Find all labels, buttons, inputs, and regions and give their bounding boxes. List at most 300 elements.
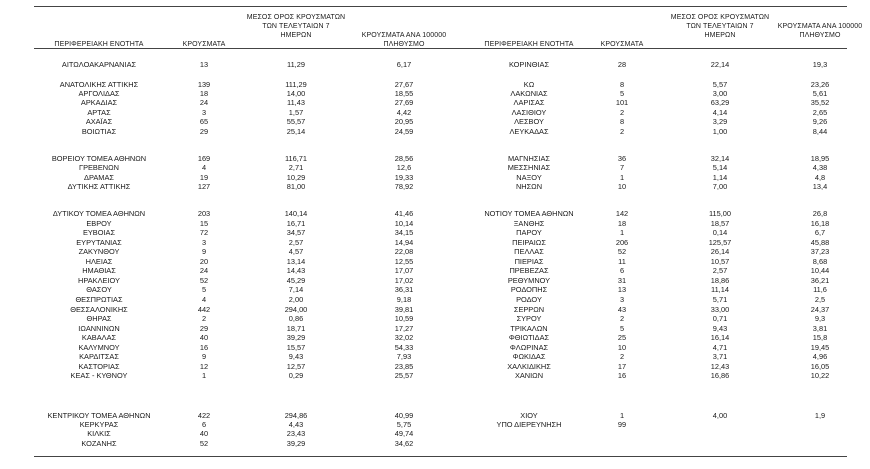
cell-per: 19,45 xyxy=(810,343,830,352)
cell-per: 27,67 xyxy=(394,80,414,89)
cell-per: 15,8 xyxy=(812,333,828,342)
cell-per: 6,7 xyxy=(814,228,826,237)
cell-name: ΡΟΔΟΠΗΣ xyxy=(510,285,548,294)
table-row xyxy=(34,155,464,163)
table-row xyxy=(464,363,847,371)
cell-per: 40,99 xyxy=(394,411,414,420)
header-region: ΠΕΡΙΦΕΡΕΙΑΚΗ ΕΝΟΤΗΤΑ xyxy=(484,41,574,48)
cell-cases: 18 xyxy=(617,219,627,228)
cell-name: ΧΑΛΚΙΔΙΚΗΣ xyxy=(507,362,551,371)
right-table xyxy=(464,0,863,469)
cell-avg: 10,57 xyxy=(710,257,730,266)
cell-cases: 442 xyxy=(197,305,211,314)
cell-per: 23,26 xyxy=(810,80,830,89)
cell-cases: 1 xyxy=(619,228,625,237)
cell-avg: 34,57 xyxy=(286,228,306,237)
cell-per: 14,94 xyxy=(394,238,414,247)
cell-cases: 127 xyxy=(197,182,211,191)
bottom-rule xyxy=(464,456,847,457)
table-row xyxy=(34,412,464,420)
cell-name: ΕΥΒΟΙΑΣ xyxy=(82,228,116,237)
cell-name: ΖΑΚΥΝΘΟΥ xyxy=(78,247,120,256)
header-per100k: ΚΡΟΥΣΜΑΤΑ ΑΝΑ 100000 ΠΛΗΘΥΣΜΟ xyxy=(361,32,447,48)
cell-per: 12,6 xyxy=(396,163,412,172)
cell-avg: 26,14 xyxy=(710,247,730,256)
cell-name: ΦΘΙΩΤΙΔΑΣ xyxy=(508,333,550,342)
cell-cases: 169 xyxy=(197,154,211,163)
cell-cases: 15 xyxy=(199,219,209,228)
cell-name: ΕΒΡΟΥ xyxy=(86,219,112,228)
cell-avg: 12,57 xyxy=(286,362,306,371)
top-rule xyxy=(34,6,464,7)
table-row xyxy=(464,344,847,352)
cell-name: ΚΕΝΤΡΙΚΟΥ ΤΟΜΕΑ ΑΘΗΝΩΝ xyxy=(47,411,151,420)
cell-per: 28,56 xyxy=(394,154,414,163)
cell-name: ΑΧΑΪΑΣ xyxy=(85,117,113,126)
table-row xyxy=(464,306,847,314)
cell-avg: 3,00 xyxy=(712,89,728,98)
cell-avg: 5,14 xyxy=(712,163,728,172)
cell-per: 24,59 xyxy=(394,127,414,136)
table-row xyxy=(464,277,847,285)
cell-name: ΒΟΡΕΙΟΥ ΤΟΜΕΑ ΑΘΗΝΩΝ xyxy=(51,154,147,163)
table-row xyxy=(464,118,847,126)
cell-cases: 24 xyxy=(199,98,209,107)
cell-avg: 11,29 xyxy=(287,60,305,69)
table-row xyxy=(464,412,847,420)
cell-avg: 111,29 xyxy=(285,80,307,89)
header-rule xyxy=(464,48,847,49)
cell-per: 8,44 xyxy=(812,127,828,136)
table-row xyxy=(464,90,847,98)
cell-per: 4,8 xyxy=(814,173,826,182)
cell-avg: 81,00 xyxy=(286,182,306,191)
cell-avg: 0,29 xyxy=(288,371,304,380)
cell-per: 12,55 xyxy=(394,257,414,266)
cell-avg: 7,14 xyxy=(288,285,304,294)
cell-avg: 116,71 xyxy=(284,154,308,163)
cell-avg: 22,14 xyxy=(710,60,730,69)
cell-cases: 16 xyxy=(617,371,627,380)
cell-name: ΔΡΑΜΑΣ xyxy=(84,173,114,182)
cell-avg: 7,00 xyxy=(712,182,728,191)
cell-name: ΙΩΑΝΝΙΝΩΝ xyxy=(78,324,120,333)
cell-per: 32,02 xyxy=(394,333,414,342)
cell-per: 39,81 xyxy=(394,305,414,314)
table-row xyxy=(34,239,464,247)
cell-avg: 10,29 xyxy=(286,173,306,182)
table-row xyxy=(34,99,464,107)
table-row xyxy=(34,363,464,371)
cell-per: 36,31 xyxy=(394,285,414,294)
cell-name: ΘΑΣΟΥ xyxy=(86,285,112,294)
cell-avg: 0,71 xyxy=(712,314,728,323)
cell-cases: 2 xyxy=(619,314,625,323)
cell-avg: 11,43 xyxy=(287,98,305,107)
table-row xyxy=(34,174,464,182)
cell-per: 10,22 xyxy=(810,371,830,380)
cell-cases: 12 xyxy=(199,362,209,371)
cell-avg: 16,71 xyxy=(286,219,306,228)
table-row xyxy=(464,353,847,361)
cell-avg: 0,86 xyxy=(288,314,304,323)
cell-name: ΚΟΡΙΝΘΙΑΣ xyxy=(508,60,550,69)
table-row xyxy=(464,81,847,89)
header-avg7: ΜΕΣΟΣ ΟΡΟΣ ΚΡΟΥΣΜΑΤΩΝ ΤΩΝ ΤΕΛΕΥΤΑΙΩΝ 7 ΗΜΕΡΩΝ xyxy=(670,14,770,39)
cell-per: 17,07 xyxy=(394,266,414,275)
cell-cases: 10 xyxy=(617,182,627,191)
cell-name: ΠΙΕΡΙΑΣ xyxy=(514,257,544,266)
cell-name: ΡΟΔΟΥ xyxy=(516,295,542,304)
cell-per: 20,95 xyxy=(394,117,414,126)
cell-per: 23,85 xyxy=(394,362,414,371)
table-row xyxy=(464,296,847,304)
cell-name: ΜΕΣΣΗΝΙΑΣ xyxy=(507,163,551,172)
cell-avg: 45,29 xyxy=(286,276,306,285)
table-row xyxy=(464,155,847,163)
cell-per: 8,68 xyxy=(812,257,828,266)
cell-name: ΠΡΕΒΕΖΑΣ xyxy=(509,266,549,275)
table-row xyxy=(464,421,847,429)
cell-cases: 1 xyxy=(619,411,625,420)
cell-name: ΣΥΡΟΥ xyxy=(516,314,542,323)
cell-cases: 206 xyxy=(615,238,629,247)
cell-cases: 2 xyxy=(619,108,625,117)
cell-name: ΧΑΝΙΩΝ xyxy=(514,371,544,380)
cell-avg: 294,00 xyxy=(284,305,308,314)
cell-avg: 4,71 xyxy=(712,343,728,352)
header-cases: ΚΡΟΥΣΜΑΤΑ xyxy=(182,41,226,48)
cell-cases: 422 xyxy=(197,411,211,420)
cell-per: 5,61 xyxy=(812,89,828,98)
cell-cases: 72 xyxy=(199,228,209,237)
cell-per: 1,9 xyxy=(814,411,826,420)
cell-per: 3,81 xyxy=(812,324,828,333)
cell-avg: 63,29 xyxy=(710,98,730,107)
table-row xyxy=(34,61,464,69)
cell-per: 4,38 xyxy=(812,163,828,172)
cell-per: 9,18 xyxy=(396,295,412,304)
cell-avg: 16,86 xyxy=(710,371,730,380)
cell-per: 19,33 xyxy=(394,173,414,182)
cell-per: 17,02 xyxy=(394,276,414,285)
cell-per: 18,95 xyxy=(810,154,830,163)
cell-name: ΚΕΡΚΥΡΑΣ xyxy=(79,420,119,429)
cell-cases: 10 xyxy=(617,343,627,352)
cell-avg: 39,29 xyxy=(286,439,306,448)
table-row xyxy=(464,372,847,380)
table-row xyxy=(34,183,464,191)
header-per100k: ΚΡΟΥΣΜΑΤΑ ΑΝΑ 100000 ΠΛΗΘΥΣΜΟ xyxy=(777,23,863,39)
cell-avg: 15,57 xyxy=(286,343,306,352)
cell-cases: 65 xyxy=(199,117,209,126)
cell-name: ΠΕΛΛΑΣ xyxy=(514,247,544,256)
cell-per: 18,55 xyxy=(394,89,414,98)
cell-cases: 1 xyxy=(201,371,207,380)
cell-cases: 29 xyxy=(199,127,209,136)
cell-name: ΝΑΞΟΥ xyxy=(516,173,542,182)
cell-cases: 4 xyxy=(201,295,207,304)
table-row xyxy=(34,430,464,438)
cell-avg: 1,57 xyxy=(288,108,304,117)
table-row xyxy=(34,372,464,380)
table-row xyxy=(464,109,847,117)
cell-cases: 6 xyxy=(201,420,207,429)
table-row xyxy=(464,128,847,136)
cell-cases: 28 xyxy=(617,60,627,69)
cell-name: ΑΡΤΑΣ xyxy=(87,108,111,117)
cell-cases: 25 xyxy=(617,333,627,342)
table-row xyxy=(464,334,847,342)
table-row xyxy=(34,277,464,285)
cell-cases: 20 xyxy=(199,257,209,266)
cell-cases: 11 xyxy=(618,257,626,266)
cell-name: ΑΡΓΟΛΙΔΑΣ xyxy=(78,89,120,98)
table-row xyxy=(34,421,464,429)
cell-per: 4,96 xyxy=(812,352,828,361)
cell-avg: 115,00 xyxy=(708,209,732,218)
cell-avg: 125,57 xyxy=(708,238,732,247)
cell-name: ΠΑΡΟΥ xyxy=(516,228,542,237)
cell-avg: 4,57 xyxy=(288,247,304,256)
cell-per: 25,57 xyxy=(394,371,414,380)
table-row xyxy=(34,164,464,172)
cell-avg: 33,00 xyxy=(710,305,730,314)
table-row xyxy=(34,210,464,218)
cell-cases: 4 xyxy=(201,163,207,172)
cell-cases: 17 xyxy=(617,362,627,371)
cell-per: 16,05 xyxy=(810,362,830,371)
cell-name: ΗΡΑΚΛΕΙΟΥ xyxy=(78,276,120,285)
cell-avg: 3,71 xyxy=(712,352,728,361)
table-row xyxy=(464,220,847,228)
cell-avg: 4,00 xyxy=(712,411,728,420)
cell-per: 26,8 xyxy=(812,209,828,218)
cell-avg: 2,57 xyxy=(712,266,728,275)
table-row xyxy=(464,183,847,191)
cell-avg: 32,14 xyxy=(710,154,730,163)
table-row xyxy=(34,220,464,228)
table-row xyxy=(34,440,464,448)
cell-avg: 39,29 xyxy=(286,333,306,342)
cell-avg: 4,43 xyxy=(288,420,304,429)
cell-name: ΠΕΙΡΑΙΩΣ xyxy=(512,238,546,247)
cell-avg: 140,14 xyxy=(284,209,308,218)
table-row xyxy=(464,61,847,69)
cell-name: ΝΟΤΙΟΥ ΤΟΜΕΑ ΑΘΗΝΩΝ xyxy=(484,209,574,218)
cell-name: ΑΡΚΑΔΙΑΣ xyxy=(80,98,118,107)
cell-name: ΡΕΘΥΜΝΟΥ xyxy=(507,276,551,285)
cell-per: 27,69 xyxy=(394,98,414,107)
cell-name: ΦΛΩΡΙΝΑΣ xyxy=(509,343,549,352)
cell-avg: 23,43 xyxy=(286,429,306,438)
cell-cases: 2 xyxy=(201,314,207,323)
cell-avg: 14,43 xyxy=(286,266,306,275)
cell-name: ΜΑΓΝΗΣΙΑΣ xyxy=(508,154,550,163)
cell-avg: 1,14 xyxy=(712,173,728,182)
cell-name: ΘΕΣΠΡΩΤΙΑΣ xyxy=(75,295,123,304)
cell-per: 11,6 xyxy=(813,285,827,294)
cell-name: ΦΩΚΙΔΑΣ xyxy=(512,352,546,361)
cell-cases: 9 xyxy=(201,247,207,256)
cell-avg: 18,86 xyxy=(710,276,730,285)
cell-cases: 31 xyxy=(617,276,627,285)
table-row xyxy=(464,258,847,266)
cell-name: ΥΠΟ ΔΙΕΡΕΥΝΗΣΗ xyxy=(496,420,562,429)
cell-cases: 24 xyxy=(199,266,209,275)
cell-name: ΣΕΡΡΩΝ xyxy=(513,305,545,314)
cell-avg: 5,71 xyxy=(712,295,728,304)
cell-name: ΚΑΡΔΙΤΣΑΣ xyxy=(79,352,119,361)
cell-cases: 5 xyxy=(619,89,625,98)
bottom-rule xyxy=(34,456,464,457)
table-row xyxy=(34,344,464,352)
cell-per: 10,59 xyxy=(394,314,414,323)
cell-per: 5,75 xyxy=(396,420,412,429)
cell-cases: 6 xyxy=(619,266,625,275)
cell-avg: 14,00 xyxy=(286,89,306,98)
cell-cases: 101 xyxy=(615,98,629,107)
table-row xyxy=(34,353,464,361)
table-row xyxy=(464,286,847,294)
cell-per: 9,26 xyxy=(812,117,828,126)
table-row xyxy=(34,325,464,333)
cell-cases: 3 xyxy=(201,108,207,117)
cell-avg: 12,43 xyxy=(710,362,730,371)
cell-cases: 142 xyxy=(615,209,629,218)
table-row xyxy=(34,128,464,136)
cell-avg: 16,14 xyxy=(710,333,730,342)
cell-avg: 2,00 xyxy=(288,295,304,304)
cell-name: ΛΑΣΙΘΙΟΥ xyxy=(511,108,547,117)
cell-per: 36,21 xyxy=(810,276,830,285)
cell-avg: 25,14 xyxy=(286,127,306,136)
table-row xyxy=(34,315,464,323)
cell-per: 7,93 xyxy=(396,352,412,361)
cell-avg: 294,86 xyxy=(284,411,308,420)
cell-name: ΘΗΡΑΣ xyxy=(86,314,112,323)
cell-per: 13,4 xyxy=(812,182,828,191)
cell-cases: 5 xyxy=(201,285,207,294)
cell-avg: 2,71 xyxy=(288,163,304,172)
cell-avg: 9,43 xyxy=(712,324,728,333)
cell-avg: 0,14 xyxy=(712,228,728,237)
cell-name: ΚΟΖΑΝΗΣ xyxy=(81,439,117,448)
cell-cases: 139 xyxy=(197,80,211,89)
cell-name: ΗΜΑΘΙΑΣ xyxy=(82,266,116,275)
cell-per: 17,27 xyxy=(394,324,414,333)
table-row xyxy=(464,325,847,333)
table-row xyxy=(34,90,464,98)
cell-per: 78,92 xyxy=(394,182,414,191)
table-row xyxy=(34,248,464,256)
cell-per: 22,08 xyxy=(394,247,414,256)
table-row xyxy=(464,99,847,107)
cell-name: ΗΛΕΙΑΣ xyxy=(85,257,113,266)
cell-name: ΚΑΒΑΛΑΣ xyxy=(81,333,117,342)
cell-name: ΛΑΡΙΣΑΣ xyxy=(513,98,545,107)
cell-cases: 52 xyxy=(617,247,627,256)
cell-name: ΚΑΣΤΟΡΙΑΣ xyxy=(78,362,120,371)
cell-name: ΤΡΙΚΑΛΩΝ xyxy=(510,324,548,333)
cell-per: 41,46 xyxy=(394,209,414,218)
cell-cases: 8 xyxy=(619,117,625,126)
cell-per: 19,3 xyxy=(812,60,828,69)
cell-avg: 18,71 xyxy=(286,324,306,333)
table-row xyxy=(464,174,847,182)
cell-name: ΔΥΤΙΚΟΥ ΤΟΜΕΑ ΑΘΗΝΩΝ xyxy=(52,209,146,218)
cell-name: ΛΑΚΩΝΙΑΣ xyxy=(510,89,548,98)
table-row xyxy=(464,315,847,323)
cell-cases: 43 xyxy=(617,305,627,314)
cell-avg: 2,57 xyxy=(288,238,304,247)
cell-per: 34,15 xyxy=(394,228,414,237)
cell-name: ΑΙΤΩΛΟΑΚΑΡΝΑΝΙΑΣ xyxy=(61,60,137,69)
cell-cases: 13 xyxy=(199,60,209,69)
left-table xyxy=(34,0,464,469)
cell-cases: 29 xyxy=(199,324,209,333)
cell-cases: 8 xyxy=(619,80,625,89)
cell-avg: 18,57 xyxy=(710,219,730,228)
header-region: ΠΕΡΙΦΕΡΕΙΑΚΗ ΕΝΟΤΗΤΑ xyxy=(54,41,144,48)
cell-per: 49,74 xyxy=(394,429,414,438)
cell-cases: 2 xyxy=(619,352,625,361)
cell-name: ΞΑΝΘΗΣ xyxy=(513,219,545,228)
cell-name: ΧΙΟΥ xyxy=(520,411,538,420)
cell-per: 37,23 xyxy=(810,247,830,256)
cell-per: 10,44 xyxy=(810,266,830,275)
cell-per: 10,14 xyxy=(394,219,414,228)
cell-per: 54,33 xyxy=(394,343,414,352)
cell-cases: 3 xyxy=(619,295,625,304)
table-row xyxy=(34,296,464,304)
header-cases: ΚΡΟΥΣΜΑΤΑ xyxy=(600,41,644,48)
cell-per: 2,65 xyxy=(812,108,828,117)
cell-per: 4,42 xyxy=(396,108,412,117)
cell-cases: 52 xyxy=(199,439,209,448)
top-rule xyxy=(464,6,847,7)
cell-per: 35,52 xyxy=(810,98,830,107)
cell-name: ΛΕΣΒΟΥ xyxy=(514,117,544,126)
cell-name: ΒΟΙΩΤΙΑΣ xyxy=(81,127,117,136)
cell-name: ΘΕΣΣΑΛΟΝΙΚΗΣ xyxy=(70,305,128,314)
header-avg7: ΜΕΣΟΣ ΟΡΟΣ ΚΡΟΥΣΜΑΤΩΝ ΤΩΝ ΤΕΛΕΥΤΑΙΩΝ 7 ΗΜΕΡΩΝ xyxy=(246,14,346,39)
cell-cases: 19 xyxy=(199,173,209,182)
cell-name: ΝΗΣΩΝ xyxy=(515,182,543,191)
table-row xyxy=(464,239,847,247)
cell-per: 6,17 xyxy=(396,60,412,69)
table-row xyxy=(34,267,464,275)
table-row xyxy=(34,286,464,294)
header-rule xyxy=(34,48,464,49)
cell-cases: 99 xyxy=(617,420,627,429)
cell-avg: 4,14 xyxy=(712,108,728,117)
cell-avg: 1,00 xyxy=(712,127,728,136)
cell-name: ΚΙΛΚΙΣ xyxy=(87,429,111,438)
table-row xyxy=(464,248,847,256)
cell-avg: 5,57 xyxy=(712,80,728,89)
cell-avg: 11,14 xyxy=(711,285,729,294)
table-row xyxy=(34,229,464,237)
cell-per: 24,37 xyxy=(810,305,830,314)
table-row xyxy=(464,229,847,237)
cell-cases: 16 xyxy=(199,343,209,352)
table-row xyxy=(464,164,847,172)
cell-name: ΛΕΥΚΑΔΑΣ xyxy=(509,127,549,136)
cell-per: 45,88 xyxy=(810,238,830,247)
cell-name: ΔΥΤΙΚΗΣ ΑΤΤΙΚΗΣ xyxy=(67,182,131,191)
table-row xyxy=(34,118,464,126)
